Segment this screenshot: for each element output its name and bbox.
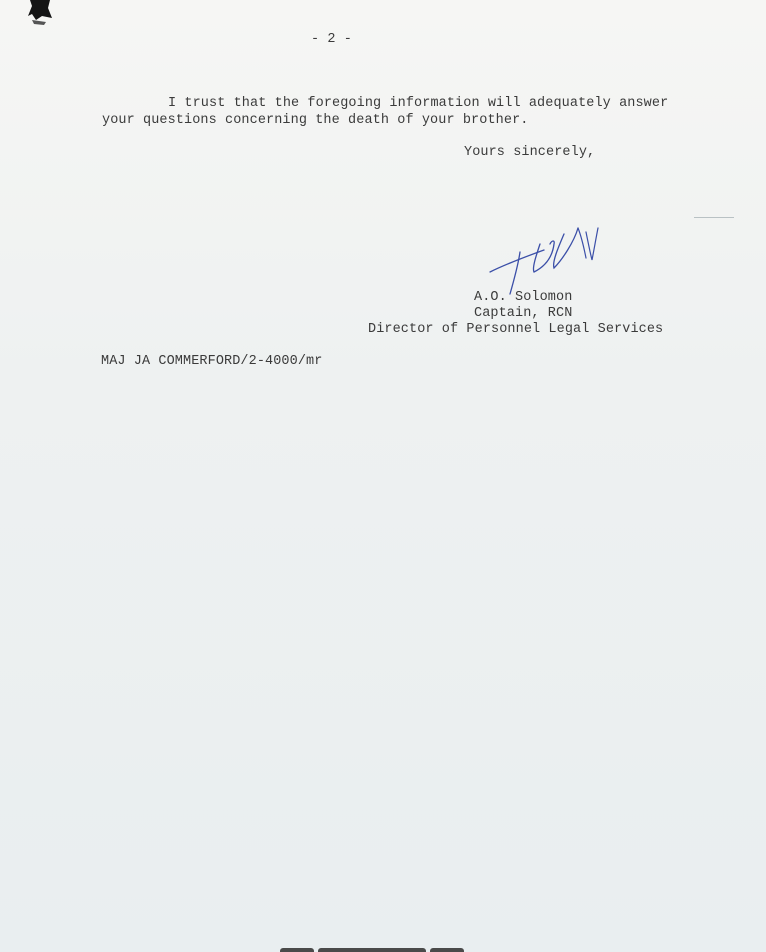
body-line-1: I trust that the foregoing information will adequately answer bbox=[168, 96, 669, 111]
body-line-2: your questions concerning the death of your brother. bbox=[102, 113, 529, 128]
signatory-title: Director of Personnel Legal Services bbox=[368, 322, 664, 337]
page-number: - 2 - bbox=[311, 32, 353, 47]
binder-clip-mark bbox=[28, 0, 52, 26]
signatory-rank: Captain, RCN bbox=[474, 306, 573, 321]
file-reference: MAJ JA COMMERFORD/2-4000/mr bbox=[101, 354, 323, 369]
closing: Yours sincerely, bbox=[464, 145, 596, 160]
stray-pen-mark bbox=[694, 217, 734, 218]
signatory-name: A.O. Solomon bbox=[474, 290, 573, 305]
binder-tabs bbox=[280, 948, 464, 952]
